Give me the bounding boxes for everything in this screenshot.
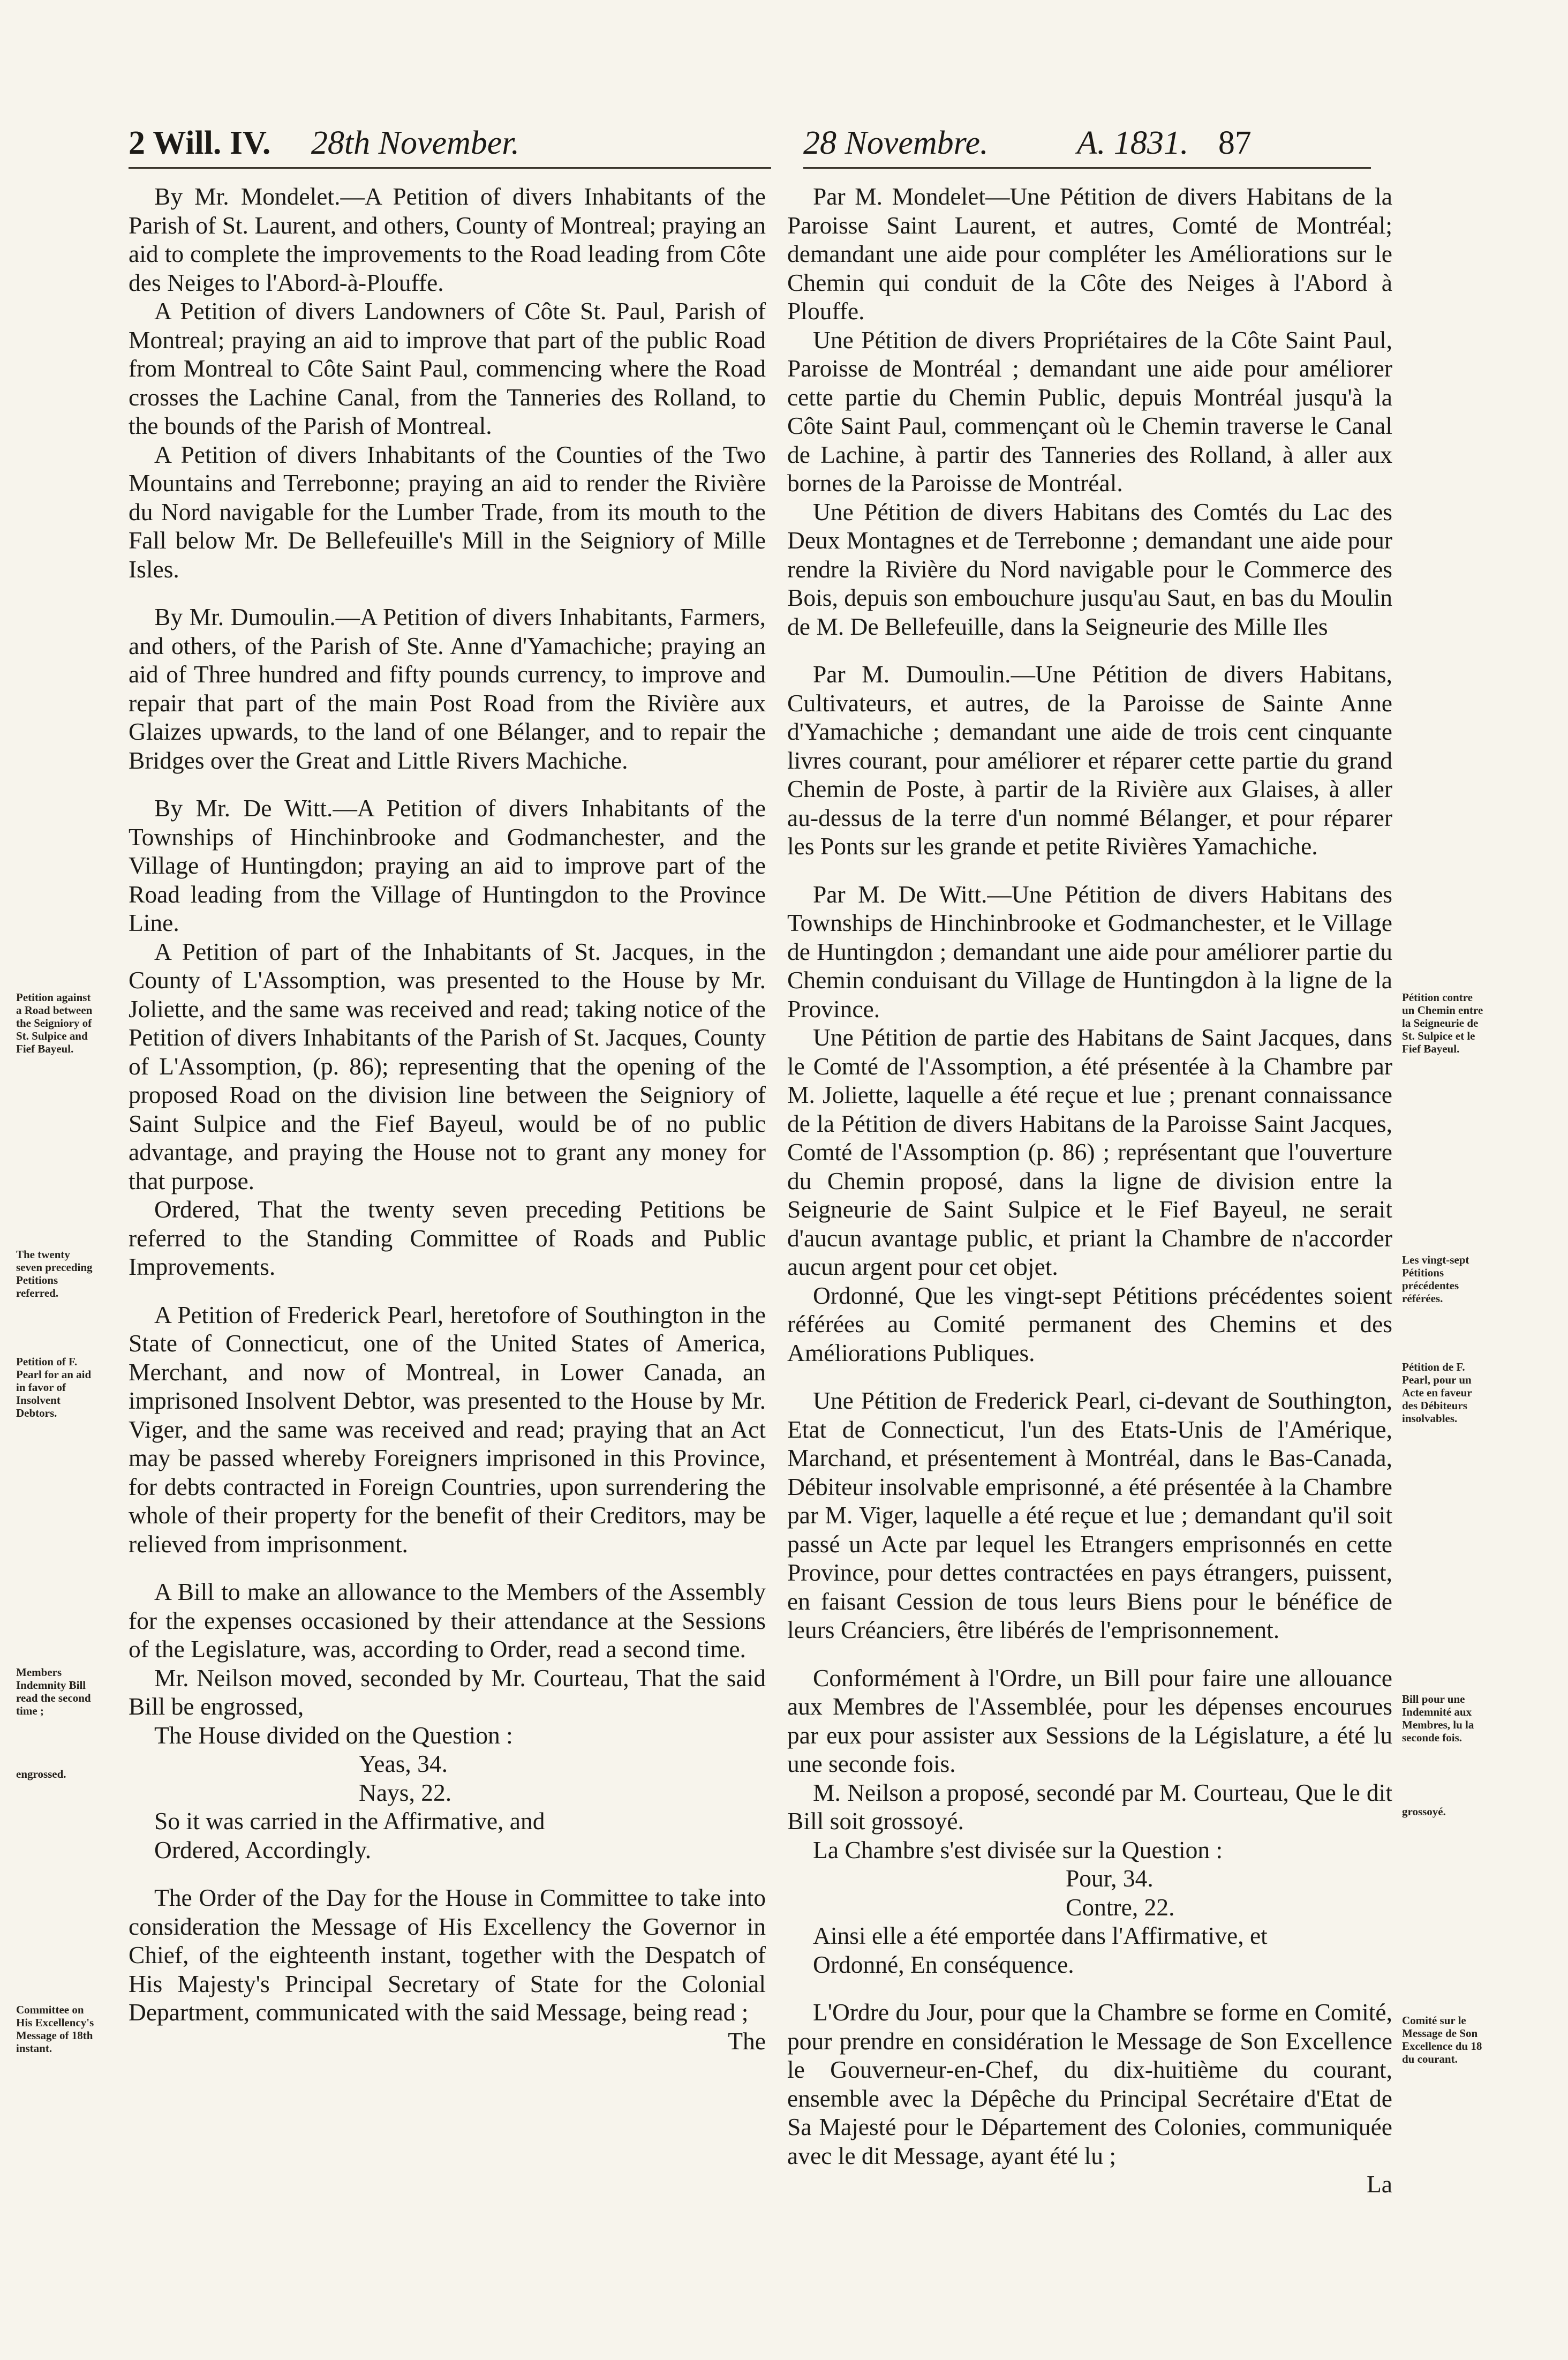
paragraph: The Order of the Day for the House in Committee to take into consideration the Message of His Excellency the Governor in Chief, of the eighteenth instant, together with the Despatch of His Majesty's Principal Secretary of State for the Colonial Department, communicated with the said Message, being read ; [129,1884,766,2026]
paragraph: A Petition of divers Inhabitants of the Counties of the Two Mountains and Terrebonne; praying an aid to render the Rivière du Nord navigable for the Lumber Trade, from its mouth to the Fall below Mr. De Bellefeuille's Mill in the Seigniory of Mille Isles. [129,440,766,583]
margin-note: Petition against a Road between the Seigniory of St. Sulpice and Fief Bayeul. [16,991,93,1055]
margin-note: Bill pour une Indemnité aux Membres, lu la seconde fois. [1402,1693,1474,1744]
french-column [787,182,1392,2199]
paragraph: Une Pétition de Frederick Pearl, ci-devant de Southington, Etat de Connecticut, l'un des Etats-Unis de l'Amérique, Marchand, et présentement à Montréal, dans le Bas-Canada, Débiteur insolvable emprisonné, a été présentée à la Chambre par M. Viger, laquelle a été reçue et lue ; demandant qu'il soit passé un Acte par lequel les Etrangers emprisonnés en cette Province, pour dettes contractées en pays étrangers, puissent, en faisant Cession de tous leurs Biens pour le bénéfice de leurs Créanciers, être libérés de l'emprisonnement. [787,1387,1392,1643]
paragraph: Ordered, Accordingly. [154,1836,372,1863]
paragraph: Par M. Mondelet—Une Pétition de divers Habitans de la Paroisse Saint Laurent, et autres, Comté de Montréal; demandant une aide pour compléter les Améliorations sur le Chemin qui conduit de la Côte des Neiges à l'Abord à Plouffe. [787,183,1392,325]
paragraph: The House divided on the Question : [154,1721,513,1749]
margin-note: The twenty seven preceding Petitions referred. [16,1248,93,1299]
paragraph: A Petition of divers Landowners of Côte St. Paul, Parish of Montreal; praying an aid to improve that part of the public Road from Montreal to Côte Saint Paul, commencing where the Road crosses the Lachine Canal, from the Tanneries des Rolland, to the bounds of the Parish of Montreal. [129,297,766,439]
page-header-english [129,119,771,169]
page-header-french [803,119,1371,169]
paragraph: Conformément à l'Ordre, un Bill pour faire une allouance aux Membres de l'Assemblée, pour les dépenses encourues par eux pour assister aux Sessions de la Législature, a été lu une seconde fois. [787,1664,1392,1777]
margin-note: Petition of F. Pearl for an aid in favor of Insolvent Debtors. [16,1355,92,1419]
vote-yeas: Yeas, 34. [359,1750,448,1777]
paragraph: M. Neilson a proposé, secondé par M. Courteau, Que le dit Bill soit grossoyé. [787,1778,1392,1835]
catchword: The [728,2027,766,2055]
paragraph: By Mr. Dumoulin.—A Petition of divers Inhabitants, Farmers, and others, of the Parish of Ste. Anne d'Yamachiche; praying an aid of Three hundred and fifty pounds currency, to improve and repair that part of the main Post Road from the Rivière aux Glaizes upwards, to the land of one Bélanger, and to repair the Bridges over the Great and Little Rivers Machiche. [129,603,766,774]
paragraph: By Mr. Mondelet.—A Petition of divers Inhabitants of the Parish of St. Laurent, and others, County of Montreal; praying an aid to complete the improvements to the Road leading from Côte des Neiges to l'Abord-à-Plouffe. [129,183,766,296]
margin-note: grossoyé. [1402,1805,1446,1818]
vote-pour: Pour, 34. [1066,1865,1154,1892]
margin-note: Members Indemnity Bill read the second time ; [16,1666,91,1717]
catchword: La [1367,2170,1392,2198]
paragraph: L'Ordre du Jour, pour que la Chambre se forme en Comité, pour prendre en considération le Message de Son Excellence le Gouverneur-en-Chef, du dix-huitième du courant, ensemble avec la Dépêche du Principal Secrétaire d'Etat de Sa Majesté pour le Département des Colonies, communiquée avec le dit Message, ayant été lu ; [787,1998,1392,2169]
margin-note: engrossed. [16,1768,66,1780]
margin-note: Pétition de F. Pearl, pour un Acte en faveur des Débiteurs insolvables. [1402,1361,1472,1425]
vote-nays: Nays, 22. [359,1778,452,1806]
reign-label: 2 Will. IV. [129,125,271,161]
paragraph: So it was carried in the Affirmative, and [154,1807,545,1835]
english-column [129,182,766,2055]
margin-note: Committee on His Excellency's Message of 18th instant. [16,2003,94,2055]
paragraph: Ordered, That the twenty seven preceding Petitions be referred to the Standing Committee of Roads and Public Improvements. [129,1196,766,1280]
year-label: A. 1831. [1077,125,1189,161]
paragraph: By Mr. De Witt.—A Petition of divers Inhabitants of the Townships of Hinchinbrooke and Godmanchester, and the Village of Huntingdon; praying an aid to improve part of the Road leading from the Village of Huntingdon to the Province Line. [129,794,766,936]
paragraph: Une Pétition de divers Propriétaires de la Côte Saint Paul, Paroisse de Montréal ; demandant une aide pour améliorer cette partie du Chemin Public, depuis Montréal jusqu'à la Côte Saint Paul, commençant où le Chemin traverse le Canal de Lachine, à partir des Tanneries des Rolland, à aller aux bornes de la Paroisse de Montréal. [787,326,1392,497]
paragraph: Une Pétition de divers Habitans des Comtés du Lac des Deux Montagnes et de Terrebonne ; demandant une aide pour rendre la Rivière du Nord navigable pour le Commerce des Bois, depuis son embouchure jusqu'au Saut, en bas du Moulin de M. De Bellefeuille, dans la Seigneurie des Mille Iles [787,498,1392,640]
french-date: 28 Novembre. [803,125,989,161]
paragraph: A Bill to make an allowance to the Members of the Assembly for the expenses occasioned by their attendance at the Sessions of the Legislature, was, according to Order, read a second time. [129,1578,766,1663]
paragraph: Ainsi elle a été emportée dans l'Affirmative, et [813,1922,1268,1949]
english-date: 28th November. [311,125,520,161]
margin-note: Les vingt-sept Pétitions précédentes référées. [1402,1253,1469,1305]
margin-note: Pétition contre un Chemin entre la Seigneurie de St. Sulpice et le Fief Bayeul. [1402,991,1483,1055]
vote-contre: Contre, 22. [1066,1893,1175,1921]
paragraph: Par M. Dumoulin.—Une Pétition de divers Habitans, Cultivateurs, et autres, de la Paroisse de Sainte Anne d'Yamachiche ; demandant une aide de trois cent cinquante livres courant, pour améliorer et réparer cette partie du grand Chemin de Poste, à partir de la Rivière aux Glaises, à aller au-dessus de la terre d'un nommé Bélanger, et pour réparer les Ponts sur les grande et petite Rivières Yamachiche. [787,660,1392,860]
paragraph: A Petition of part of the Inhabitants of St. Jacques, in the County of L'Assomption, was presented to the House by Mr. Joliette, and the same was received and read; taking notice of the Petition of divers Inhabitants of the Parish of St. Jacques, County of L'Assomption, (p. 86); representing that the opening of the proposed Road on the division line between the Seigniory of Saint Sulpice and the Fief Bayeul, would be of no public advantage, and praying the House not to grant any money for that purpose. [129,937,766,1194]
paragraph: Par M. De Witt.—Une Pétition de divers Habitans des Townships de Hinchinbrooke et Godmanchester, et le Village de Huntingdon ; demandant une aide pour améliorer partie du Chemin conduisant du Village de Huntingdon à la ligne de la Province. [787,880,1392,1023]
page-number: 87 [1218,125,1252,161]
paragraph: Une Pétition de partie des Habitans de Saint Jacques, dans le Comté de l'Assomption, a été présentée à la Chambre par M. Joliette, laquelle a été reçue et lue ; prenant connaissance de la Pétition de divers Habitans de la Paroisse Saint Jacques, Comté de l'Assomption (p. 86) ; représentant que l'ouverture du Chemin proposé, dans la ligne de division entre la Seigneurie de Saint Sulpice et le Fief Bayeul, ne serait d'aucun avantage public, et priant la Chambre de n'accorder aucun argent pour cet objet. [787,1024,1392,1280]
paragraph: Ordonné, En conséquence. [813,1950,1074,1978]
paragraph: A Petition of Frederick Pearl, heretofore of Southington in the State of Connecticut, one of the United States of America, Merchant, and now of Montreal, in Lower Canada, an imprisoned Insolvent Debtor, was presented to the House by Mr. Viger, and the same was received and read; praying that an Act may be passed whereby Foreigners imprisoned in this Province, for debts contracted in Foreign Countries, upon surrendering the whole of their property for the benefit of their Creditors, may be relieved from imprisonment. [129,1301,766,1558]
paragraph: La Chambre s'est divisée sur la Question : [813,1836,1223,1863]
paragraph: Ordonné, Que les vingt-sept Pétitions précédentes soient référées au Comité permanent des Chemins et des Améliorations Publiques. [787,1281,1392,1366]
margin-note: Comité sur le Message de Son Excellence du 18 du courant. [1402,2014,1482,2065]
paragraph: Mr. Neilson moved, seconded by Mr. Courteau, That the said Bill be engrossed, [129,1664,766,1720]
